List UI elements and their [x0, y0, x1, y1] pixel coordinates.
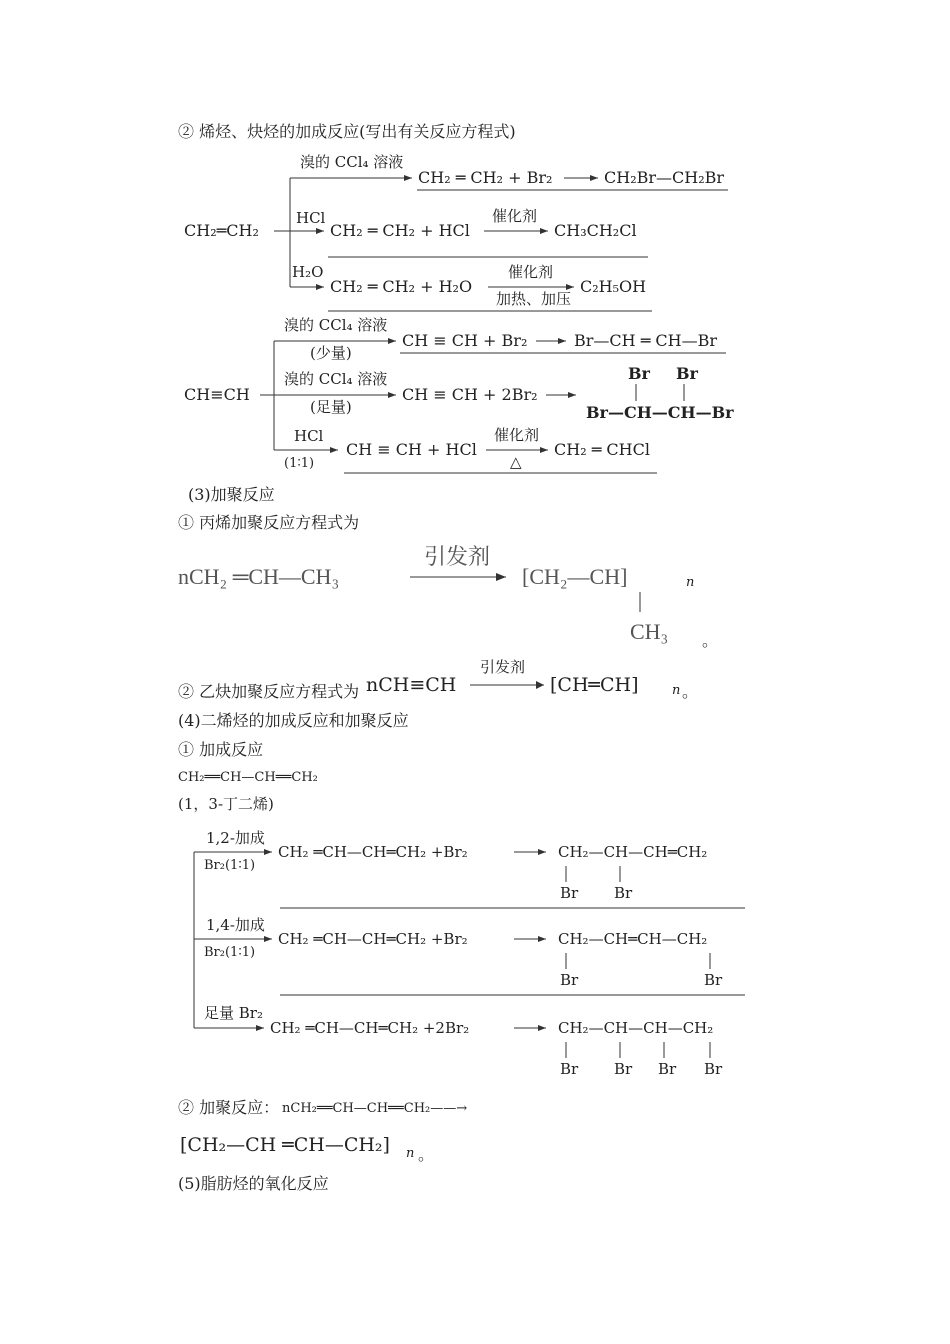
product-formula: CH₂—CH═CH—CH₂: [558, 930, 708, 948]
equation-left: CH₂ ═CH—CH═CH₂ +Br₂: [278, 843, 468, 861]
equation-left: nCH≡CH: [366, 674, 457, 696]
condition-label: 溴的 CCl₄ 溶液: [284, 316, 388, 334]
product-formula: Br—CH—CH—Br: [586, 403, 734, 422]
diene-formula: CH₂══CH—CH══CH₂: [178, 770, 318, 785]
catalyst-label: 催化剂: [508, 263, 554, 281]
product-formula: CH₂—CH—CH—CH₂: [558, 1019, 714, 1037]
product-substituent: Br: [614, 1060, 633, 1078]
condition-label: HCl: [296, 209, 326, 227]
section-heading: ② 烯烃、炔烃的加成反应(写出有关反应方程式): [178, 122, 516, 141]
equation-right: C₂H₅OH: [580, 277, 647, 296]
equation-left: CH₂ ═CH—CH═CH₂ +2Br₂: [270, 1019, 470, 1037]
condition-label: 1,4-加成: [206, 916, 265, 934]
equation-right: CH₃CH₂Cl: [554, 221, 637, 240]
condition-label: 加热、加压: [496, 290, 572, 308]
period: 。: [682, 682, 699, 701]
product-substituent: Br: [560, 971, 579, 989]
section-heading: (4)二烯烃的加成反应和加聚反应: [178, 711, 409, 730]
period: 。: [702, 631, 719, 650]
polymer-n: n: [686, 575, 695, 590]
equation-right: CH₂Br—CH₂Br: [604, 168, 725, 187]
item-label: ② 加聚反应：: [178, 1098, 280, 1117]
equation-left: CH₂ ═CH—CH═CH₂ +Br₂: [278, 930, 468, 948]
condition-label: Br₂(1∶1): [204, 858, 256, 873]
item-label: ② 乙炔加聚反应方程式为: [178, 682, 360, 701]
condition-label: 溴的 CCl₄ 溶液: [284, 370, 388, 388]
equation-left: CH ≡ CH + 2Br₂: [402, 385, 538, 404]
item-label: ① 丙烯加聚反应方程式为: [178, 513, 360, 532]
product-substituent: Br: [560, 884, 579, 902]
catalyst-label: 催化剂: [492, 207, 538, 225]
branch-group: CH₃: [630, 619, 669, 644]
polymer-formula: [CH₂—CH]: [522, 564, 628, 589]
product-substituent: Br: [560, 1060, 579, 1078]
equation-left: nCH₂ ═CH—CH₃: [178, 564, 340, 589]
equation-left: CH ≡ CH + HCl: [346, 440, 477, 459]
equation-left: CH ≡ CH + Br₂: [402, 331, 528, 350]
equation-left: nCH₂══CH—CH══CH₂——→: [282, 1101, 468, 1116]
initiator-label: 引发剂: [424, 544, 491, 569]
equation-left: CH₂ ═ CH₂ + HCl: [330, 221, 470, 240]
equation-left: CH₂ ═ CH₂ + H₂O: [330, 277, 473, 296]
condition-label: H₂O: [292, 263, 324, 281]
condition-label: Br₂(1∶1): [204, 945, 256, 960]
initiator-label: 引发剂: [480, 658, 526, 676]
heat-symbol: △: [510, 453, 522, 471]
condition-label: 溴的 CCl₄ 溶液: [300, 153, 404, 171]
equation-right: CH₂ ═ CHCl: [554, 440, 650, 459]
condition-label: 1,2-加成: [206, 829, 265, 847]
equation-right: Br—CH ═ CH—Br: [574, 331, 718, 350]
diene-name: (1，3-丁二烯): [178, 795, 274, 813]
polymer-n: n: [672, 683, 681, 698]
item-label: ① 加成反应: [178, 740, 264, 759]
condition-label: (足量): [310, 398, 352, 416]
equation-left: CH₂ ═ CH₂ + Br₂: [418, 168, 553, 187]
polymer-formula: [CH═CH]: [550, 674, 639, 696]
product-substituent: Br: [614, 884, 633, 902]
condition-label: (1∶1): [284, 456, 315, 471]
product-substituent: Br: [628, 364, 650, 383]
period: 。: [418, 1145, 435, 1164]
product-substituent: Br: [676, 364, 698, 383]
product-substituent: Br: [658, 1060, 677, 1078]
catalyst-label: 催化剂: [494, 426, 540, 444]
section-heading: (3)加聚反应: [188, 485, 275, 504]
ethylene-reactant: CH₂═CH₂: [184, 221, 259, 240]
polymer-n: n: [406, 1146, 415, 1161]
acetylene-reactant: CH≡CH: [184, 385, 250, 404]
polymer-formula: [CH₂—CH ═CH—CH₂]: [180, 1134, 390, 1156]
condition-label: HCl: [294, 427, 324, 445]
condition-label: 足量 Br₂: [204, 1004, 263, 1022]
condition-label: (少量): [310, 344, 352, 362]
product-substituent: Br: [704, 971, 723, 989]
section-heading: (5)脂肪烃的氧化反应: [178, 1174, 329, 1193]
product-formula: CH₂—CH—CH═CH₂: [558, 843, 708, 861]
product-substituent: Br: [704, 1060, 723, 1078]
